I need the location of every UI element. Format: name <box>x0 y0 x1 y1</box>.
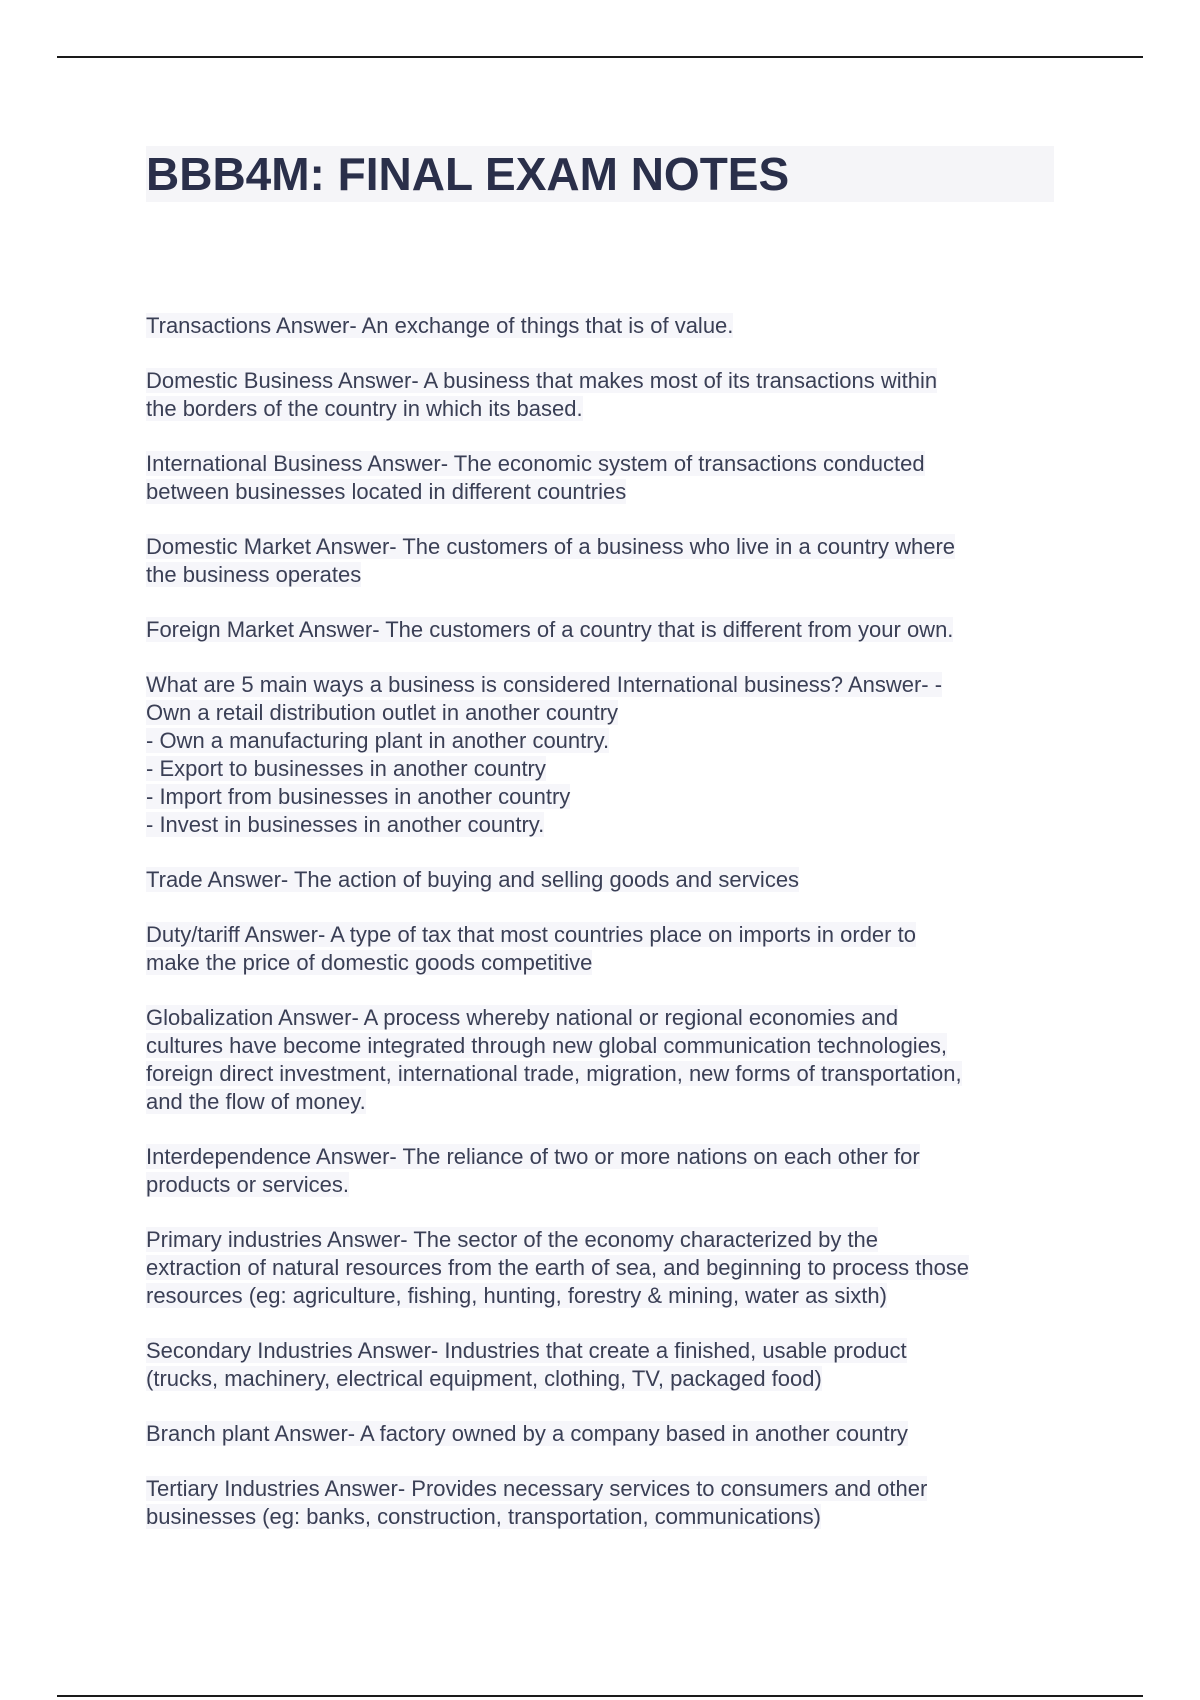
note-entry: What are 5 main ways a business is considered International business? Answer- - Own a retail distribution outlet in another country - Own a manufacturing plant in another country. - Export to businesses in another country - Import from businesses in another country - Invest in businesses in another country. <box>146 672 943 837</box>
note-entry: Branch plant Answer- A factory owned by a company based in another country <box>146 1421 908 1446</box>
top-rule <box>57 56 1143 58</box>
bottom-rule <box>57 1695 1143 1697</box>
note-entry: Primary industries Answer- The sector of the economy characterized by the extraction of natural resources from the earth of sea, and beginning to process those resources (eg: agriculture, fishing, hunting, forestry & mining, water as sixth) <box>146 1227 970 1308</box>
note-entry: Trade Answer- The action of buying and selling goods and services <box>146 867 800 892</box>
note-entry: Secondary Industries Answer- Industries that create a finished, usable product (trucks, machinery, electrical equipment, clothing, TV, packaged food) <box>146 1338 907 1391</box>
note-entry: International Business Answer- The economic system of transactions conducted between businesses located in different countries <box>146 451 925 504</box>
notes-list <box>146 312 1066 1558</box>
note-entry: Domestic Market Answer- The customers of a business who live in a country where the business operates <box>146 534 956 587</box>
note-entry: Tertiary Industries Answer- Provides necessary services to consumers and other businesses (eg: banks, construction, transportation, communications) <box>146 1476 928 1529</box>
note-entry: Foreign Market Answer- The customers of a country that is different from your own. <box>146 617 954 642</box>
page-title: BBB4M: FINAL EXAM NOTES <box>146 148 790 200</box>
note-entry: Duty/tariff Answer- A type of tax that most countries place on imports in order to make the price of domestic goods competitive <box>146 922 916 975</box>
note-entry: Globalization Answer- A process whereby national or regional economies and cultures have become integrated through new global communication technologies, foreign direct investment, international trade, migration, new forms of transportation, and the flow of money. <box>146 1005 962 1114</box>
note-entry: Interdependence Answer- The reliance of two or more nations on each other for products or services. <box>146 1144 920 1197</box>
note-entry: Domestic Business Answer- A business that makes most of its transactions within the borders of the country in which its based. <box>146 368 938 421</box>
note-entry: Transactions Answer- An exchange of things that is of value. <box>146 313 734 338</box>
